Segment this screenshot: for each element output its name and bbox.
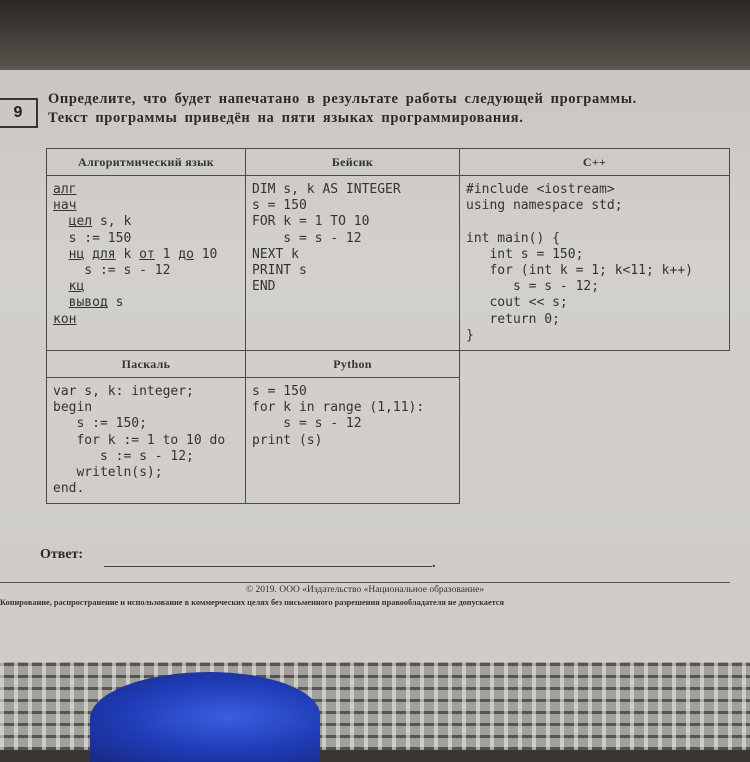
program-table (46, 148, 730, 504)
python-code: s = 150 for k in range (1,11): s = s - 12 print (s) (252, 384, 425, 448)
nc-keyword: нц (68, 246, 85, 262)
header-python-cell (246, 351, 460, 378)
kc-keyword: кц (68, 279, 85, 295)
alg-to-value: 10 (193, 246, 218, 262)
question-line-1: Определите, что будет напечатано в результате работы следующей программы. (48, 91, 637, 107)
algorithmic-code (47, 176, 245, 334)
algorithmic-code-cell (47, 176, 246, 351)
empty-cell (460, 351, 730, 378)
ot-keyword: от (139, 246, 155, 262)
cel-keyword: цел (68, 214, 93, 230)
alg-line-8: s (107, 295, 124, 311)
alg-line-6: s := s - 12 (53, 263, 171, 279)
header-cpp-cell (460, 149, 730, 176)
copyright-notice: Копирование, распространение и использование в коммерческих целях без письменного разрешения правообладателя не допускается (0, 598, 504, 607)
dlya-keyword: для (92, 246, 116, 262)
header-basic: Бейсик (331, 155, 374, 169)
alg-from-value: 1 (154, 246, 179, 262)
answer-end-mark: . (432, 556, 436, 571)
basic-code: DIM s, k AS INTEGER s = 150 FOR k = 1 TO 10 s = s - 12 NEXT k PRINT s END (252, 182, 401, 295)
cpp-code: #include <iostream> using namespace std; int main() { int s = 150; for (int k = 1; k<11; k++) s = s - 12; cout << s; return 0; } (466, 182, 693, 343)
cpp-code-cell (460, 176, 730, 351)
alg-line-3: s, k (92, 214, 132, 230)
header-algorithmic-cell (47, 149, 246, 176)
header-cpp: C++ (582, 155, 607, 169)
header-algorithmic: Алгоритмический язык (77, 155, 215, 169)
nach-keyword: нач (53, 198, 77, 214)
alg-keyword: алг (53, 182, 77, 197)
question-line-2: Текст программы приведён на пяти языках программирования. (48, 110, 524, 126)
pascal-code-cell (47, 378, 246, 504)
header-pascal-cell (47, 351, 246, 378)
footer-divider (0, 582, 730, 583)
header-basic-cell (246, 149, 460, 176)
empty-cell-2 (460, 378, 730, 504)
basic-code-cell (246, 176, 460, 351)
answer-field[interactable] (104, 566, 432, 567)
python-code-cell (246, 378, 460, 504)
copyright-text: © 2019. ООО «Издательство «Национальное образование» (245, 585, 485, 595)
header-python: Python (333, 357, 372, 372)
answer-label: Ответ: (40, 547, 84, 562)
pascal-code: var s, k: integer; begin s := 150; for k := 1 to 10 do s := s - 12; writeln(s); end. (53, 384, 226, 497)
kon-keyword: кон (53, 311, 77, 327)
background-blue-object (90, 672, 320, 762)
alg-line-4: s := 150 (53, 230, 132, 246)
header-pascal: Паскаль (121, 357, 171, 372)
question-text (48, 90, 738, 128)
do-keyword: до (178, 246, 194, 262)
alg-var-k: k (115, 246, 140, 262)
task-number: 9 (0, 98, 38, 128)
vyvod-keyword: вывод (68, 295, 108, 311)
